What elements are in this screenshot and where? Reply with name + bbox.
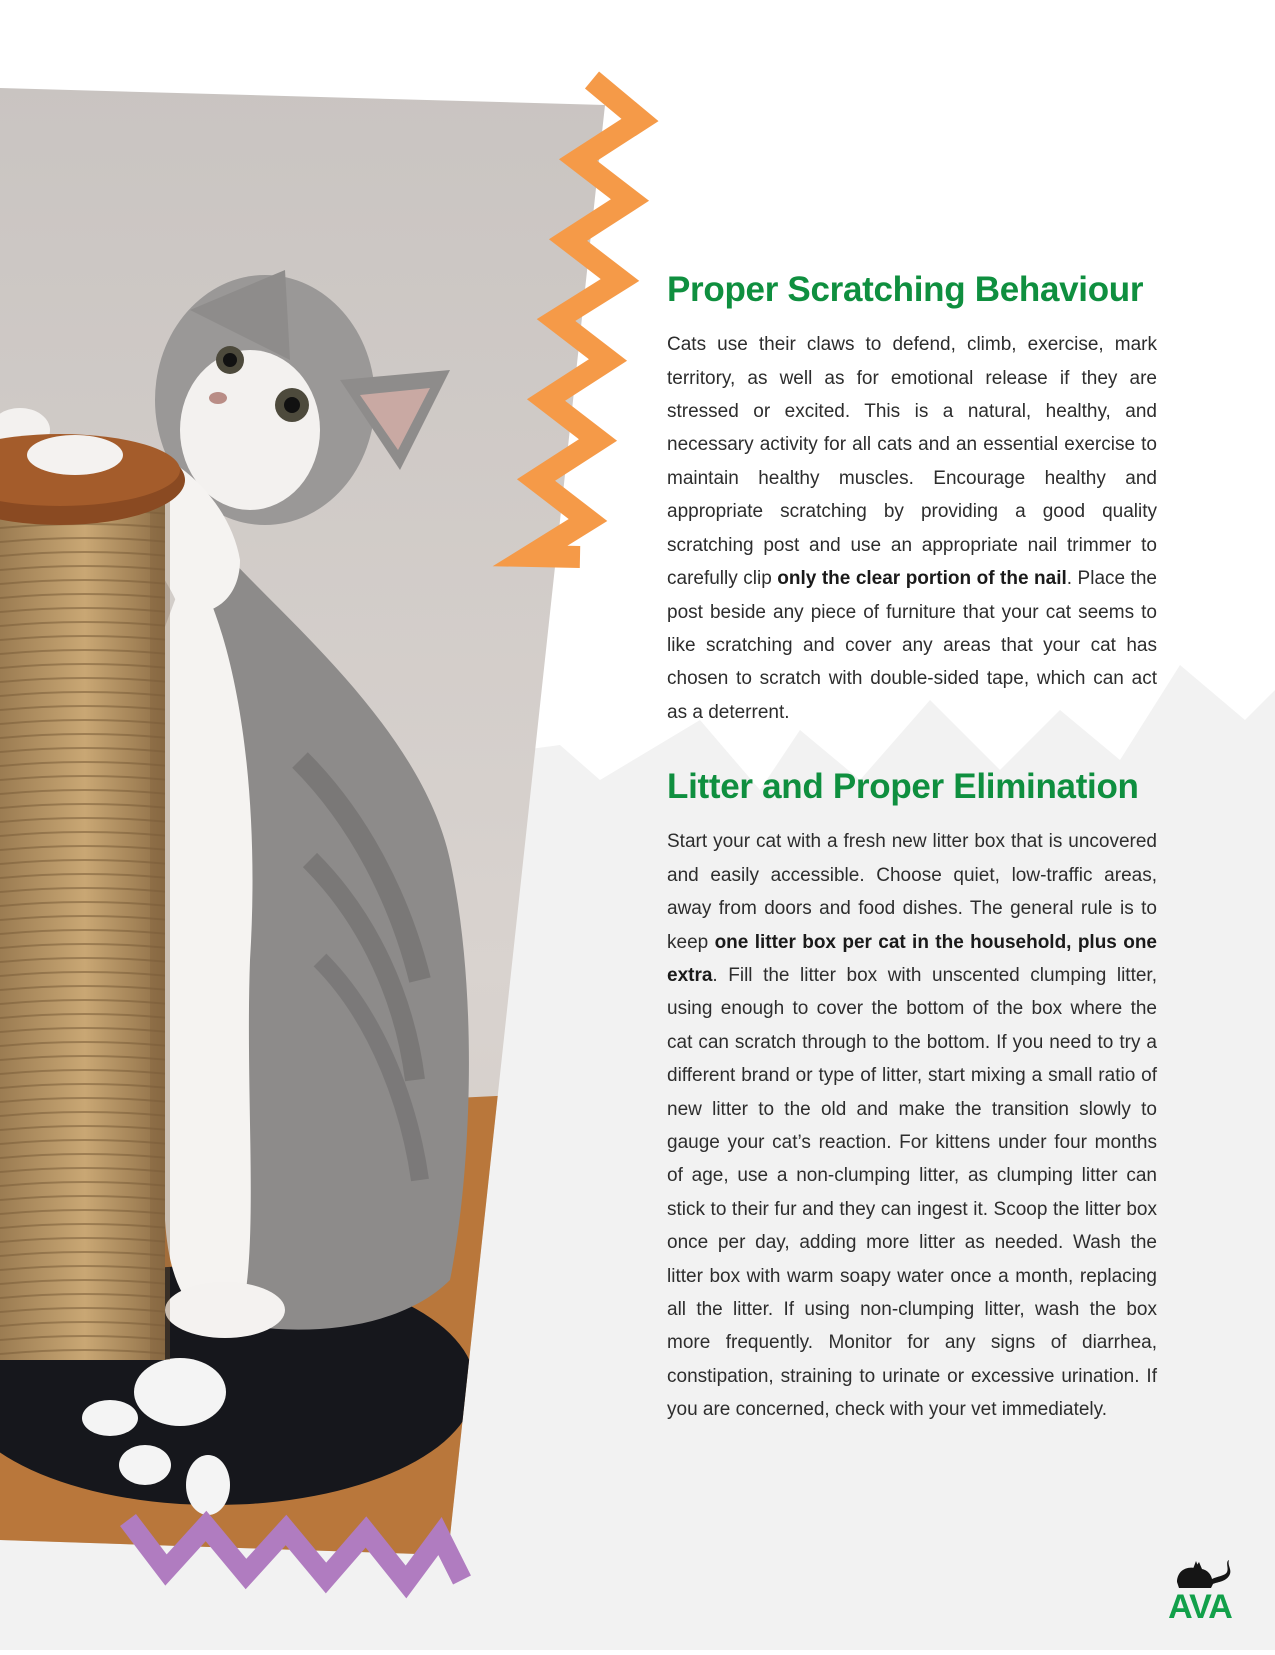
litter-paragraph: [667, 825, 1157, 1426]
content-column: [667, 270, 1157, 1427]
scratching-emphasis: only the clear portion of the nail: [777, 568, 1067, 590]
scratching-heading: Proper Scratching Behaviour: [667, 270, 1144, 309]
scratching-text-1: Cats use their claws to defend, climb, exercise, mark territory, as well as for emotional release if they are stressed or excited. This is a natural, healthy, and necessary activity for all cats and an essential exercise to maintain healthy muscles. Encourage healthy and appropriate scratching by providing a good quality scratching post and use an appropriate nail trimmer to carefully clip: [667, 334, 1157, 590]
litter-text-2: . Fill the litter box with unscented clumping litter, using enough to cover the bottom of the box where the cat can scratch through to the bottom. If you need to try a different brand or type of litter, start mixing a small ratio of new litter to the old and make the transition slowly to gauge your cat’s reaction. For kittens under four months of age, use a non-clumping litter, as clumping litter can stick to their fur and they can ingest it. Scoop the litter box once per day, adding more litter as needed. Wash the litter box with warm soapy water once a month, replacing all the litter. If using non-clumping litter, wash the box more frequently. Monitor for any signs of diarrhea, constipation, straining to urinate or excessive urination. If you are concerned, check with your vet immediately.: [667, 965, 1157, 1421]
logo-text: AVA: [1168, 1588, 1232, 1622]
scratching-text-2: . Place the post beside any piece of furniture that your cat seems to like scratching and cover any areas that your cat has chosen to scratch with double-sided tape, which can act as a deterrent.: [667, 568, 1157, 723]
litter-emphasis: one litter box per cat in the household, plus one extra: [667, 931, 1157, 986]
section-scratching: [667, 270, 1157, 729]
ava-logo: [1155, 1552, 1245, 1622]
scratching-paragraph: [667, 328, 1157, 729]
section-litter: [667, 767, 1157, 1427]
litter-text-1: Start your cat with a fresh new litter box that is uncovered and easily accessible. Choose quiet, low-traffic areas, away from doors and food dishes. The general rule is to keep: [667, 831, 1157, 953]
cat-silhouette-icon: [1177, 1560, 1230, 1588]
litter-heading: Litter and Proper Elimination: [667, 767, 1139, 807]
